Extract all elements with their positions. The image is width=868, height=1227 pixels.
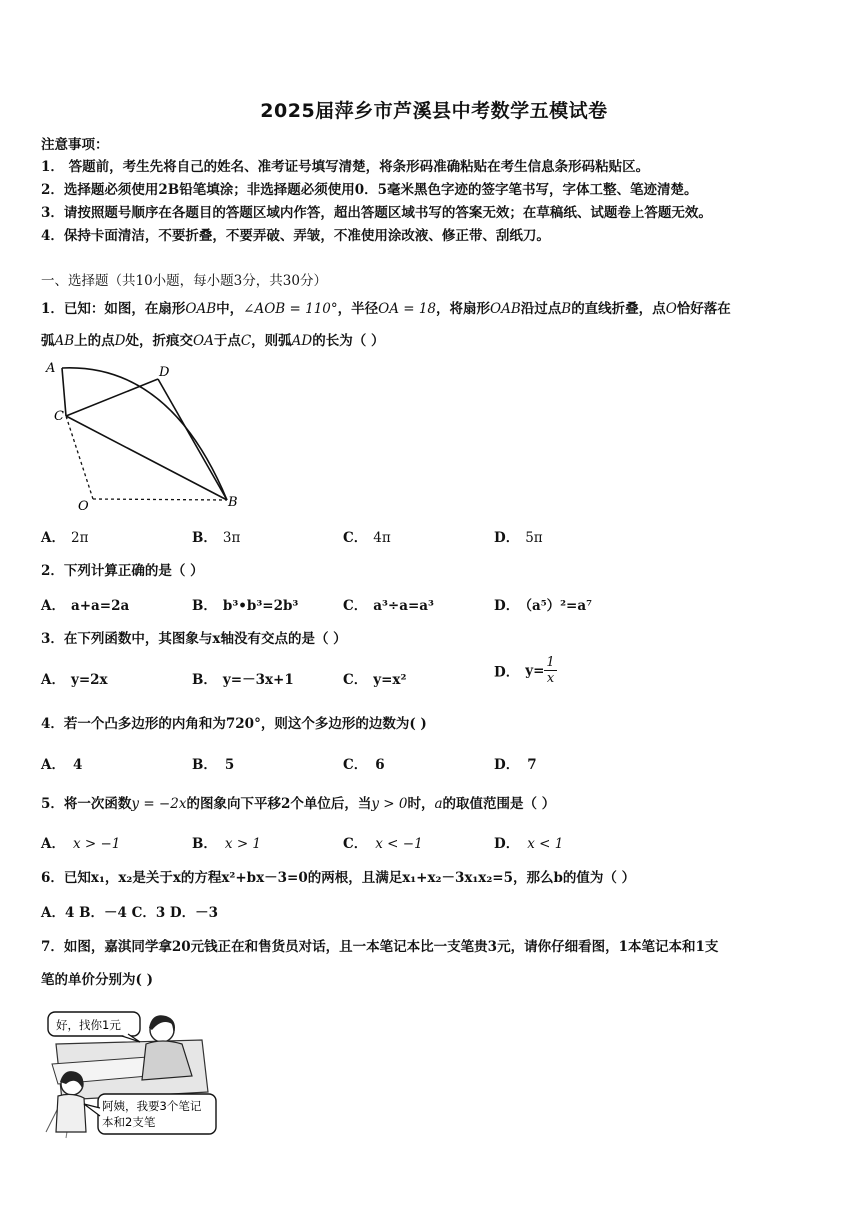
q5-math: a: [434, 796, 443, 812]
q1-math: B: [561, 301, 572, 317]
q1-text: 沿过点: [520, 301, 562, 317]
notice-item-1: 1． 答题前，考生先将自己的姓名、准考证号填写清楚，将条形码准确粘贴在考生信息条形码粘贴区。: [41, 159, 650, 175]
q1-option-b: [192, 526, 240, 546]
option-label: C．: [343, 530, 368, 546]
option-label: D．: [494, 598, 520, 614]
option-text: y=－3x+1: [222, 672, 294, 688]
notice-heading: 注意事项：: [41, 137, 109, 153]
label-o: O: [78, 499, 89, 514]
q2-stem: 2．下列计算正确的是（ ）: [41, 563, 204, 579]
q4-option-b: [192, 753, 234, 773]
q1-text: 的长为（ ）: [312, 333, 385, 349]
option-text: x < −1: [375, 836, 423, 852]
option-label: D．: [494, 664, 520, 681]
fraction-denominator: x: [546, 671, 555, 686]
q5-text: 5．将一次函数: [41, 796, 132, 812]
option-label: A．: [41, 757, 65, 773]
q1-option-c: [343, 526, 391, 546]
q1-math: OA = 18: [378, 301, 437, 317]
q5-math: y = −2x: [131, 796, 187, 812]
q6-stem: 6．已知x₁，x₂是关于x的方程x²+bx－3=0的两根，且满足x₁+x₂－3x₁x₂=5，那么b的值为（ ）: [41, 870, 636, 886]
q2-option-b: [192, 594, 298, 614]
q5-option-c: [343, 832, 423, 852]
q1-option-a: [41, 526, 88, 546]
q1-math: ∠AOB = 110°: [243, 301, 338, 317]
notice-item-2: 2．选择题必须使用2B铅笔填涂；非选择题必须使用0．5毫米黑色字迹的签字笔书写，字体工整、笔迹清楚。: [41, 182, 698, 198]
q1-text: ，半径: [337, 301, 379, 317]
q5-option-d: [494, 832, 563, 852]
option-label: C．: [343, 836, 368, 852]
option-label: A．: [41, 836, 65, 852]
q1-math: OA: [193, 333, 214, 349]
q1-option-d: [494, 526, 543, 546]
option-label: C．: [343, 598, 368, 614]
page-title: 2025届萍乡市芦溪县中考数学五模试卷: [260, 100, 608, 122]
option-label: D．: [494, 757, 520, 773]
option-text: b³•b³=2b³: [222, 598, 299, 614]
q1-stem-line1: [41, 297, 731, 317]
option-label: B．: [192, 836, 217, 852]
option-text: （a⁵）²=a⁷: [525, 598, 593, 614]
q4-option-d: [494, 753, 537, 773]
q3-stem: 3．在下列函数中，其图象与x轴没有交点的是（ ）: [41, 631, 347, 647]
q2-option-c: [343, 594, 434, 614]
option-text: a+a=2a: [70, 598, 130, 614]
q1-stem-line2: [41, 329, 384, 349]
q1-math: OAB: [185, 301, 217, 317]
option-text: 2π: [70, 530, 89, 546]
q2-option-a: [41, 594, 129, 614]
option-label: A．: [41, 598, 65, 614]
bubble-child-text-line1: 阿姨，我要3个笔记: [102, 1099, 202, 1113]
q4-option-c: [343, 753, 385, 773]
notice-item-3: 3．请按照题号顺序在各题目的答题区域内作答，超出答题区域书写的答案无效；在草稿纸、试题卷上答题无效。: [41, 205, 712, 221]
option-label: C．: [343, 672, 368, 688]
option-text: y=x²: [373, 672, 407, 688]
q4-option-a: [41, 753, 82, 773]
option-label: A．: [41, 530, 65, 546]
q3-option-a: [41, 668, 108, 688]
q1-text: ，则弧: [251, 333, 292, 349]
q1-text: 弧: [41, 333, 55, 349]
option-text: x < 1: [527, 836, 564, 852]
q1-sector-figure: [40, 358, 250, 518]
option-text: 4: [72, 757, 83, 773]
option-text: 6: [375, 757, 385, 773]
q5-option-b: [192, 832, 261, 852]
q3-option-c: [343, 668, 406, 688]
option-label: B．: [192, 672, 217, 688]
q1-text: 1．已知：如图，在扇形: [41, 301, 186, 317]
q5-text: 时，: [407, 796, 435, 812]
option-text: 3π: [222, 530, 241, 546]
option-text: y=2x: [70, 672, 108, 688]
option-text: x > 1: [224, 836, 262, 852]
q2-option-d: [494, 594, 592, 614]
option-text: 5: [224, 757, 235, 773]
option-label: B．: [192, 757, 217, 773]
q6-options: A．4 B．－4 C．3 D．－3: [41, 905, 219, 921]
option-label: C．: [343, 757, 368, 773]
label-a: A: [46, 361, 56, 376]
q1-text: ，将扇形: [436, 301, 491, 317]
option-text: 4π: [373, 530, 391, 546]
label-d: D: [159, 365, 170, 380]
option-text: a³÷a=a³: [373, 598, 434, 614]
bubble-child-text-line2: 本和2支笔: [102, 1115, 156, 1129]
option-text: 7: [527, 757, 537, 773]
q5-option-a: [41, 832, 120, 852]
q5-text: 的取值范围是（ ）: [442, 796, 556, 812]
option-label: B．: [192, 598, 217, 614]
q1-math: OAB: [490, 301, 521, 317]
section-heading: 一、选择题（共10小题，每小题3分，共30分）: [41, 273, 327, 289]
option-label: B．: [192, 530, 217, 546]
notice-item-4: 4．保持卡面清洁，不要折叠，不要弄破、弄皱，不准使用涂改液、修正带、刮纸刀。: [41, 228, 550, 244]
q7-stem-line1: 7．如图，嘉淇同学拿20元钱正在和售货员对话，且一本笔记本比一支笔贵3元，请你仔细看图，1本笔记本和1支: [41, 939, 719, 955]
q1-text: 处，折痕交: [125, 333, 193, 349]
q5-stem: [41, 792, 555, 812]
option-label: D．: [494, 836, 520, 852]
q5-text: 的图象向下平移2个单位后，当: [186, 796, 372, 812]
q1-text: 的直线折叠，点: [571, 301, 666, 317]
bubble-clerk-text: 好，找你1元: [56, 1018, 121, 1032]
q1-math: C: [240, 333, 252, 349]
q1-text: 于点: [213, 333, 241, 349]
q1-math: AB: [54, 333, 75, 349]
label-c: C: [54, 409, 64, 424]
label-b: B: [228, 495, 238, 510]
option-text: 5π: [525, 530, 543, 546]
child-body: [56, 1094, 86, 1132]
q1-math: AD: [291, 333, 313, 349]
option-text: x > −1: [72, 836, 121, 852]
fraction-1-over-x: [544, 656, 556, 685]
option-label: D．: [494, 530, 520, 546]
segment-cd: [66, 379, 158, 416]
q3-option-b: [192, 668, 294, 688]
q3-option-d: [494, 656, 557, 685]
segment-ob: [93, 499, 227, 500]
q7-cartoon-illustration: [42, 1004, 224, 1146]
q1-text: 上的点: [74, 333, 115, 349]
option-text: y=: [525, 662, 545, 679]
q1-math: O: [665, 301, 677, 317]
fraction-numerator: 1: [546, 655, 555, 670]
q7-stem-line2: 笔的单价分别为( ): [41, 972, 153, 988]
q1-math: D: [114, 333, 126, 349]
q5-math: y > 0: [371, 796, 408, 812]
option-label: A．: [41, 672, 65, 688]
q1-text: 恰好落在: [676, 301, 731, 317]
q1-text: 中，: [216, 301, 244, 317]
q4-stem: 4．若一个凸多边形的内角和为720°，则这个多边形的边数为( ): [41, 716, 427, 732]
